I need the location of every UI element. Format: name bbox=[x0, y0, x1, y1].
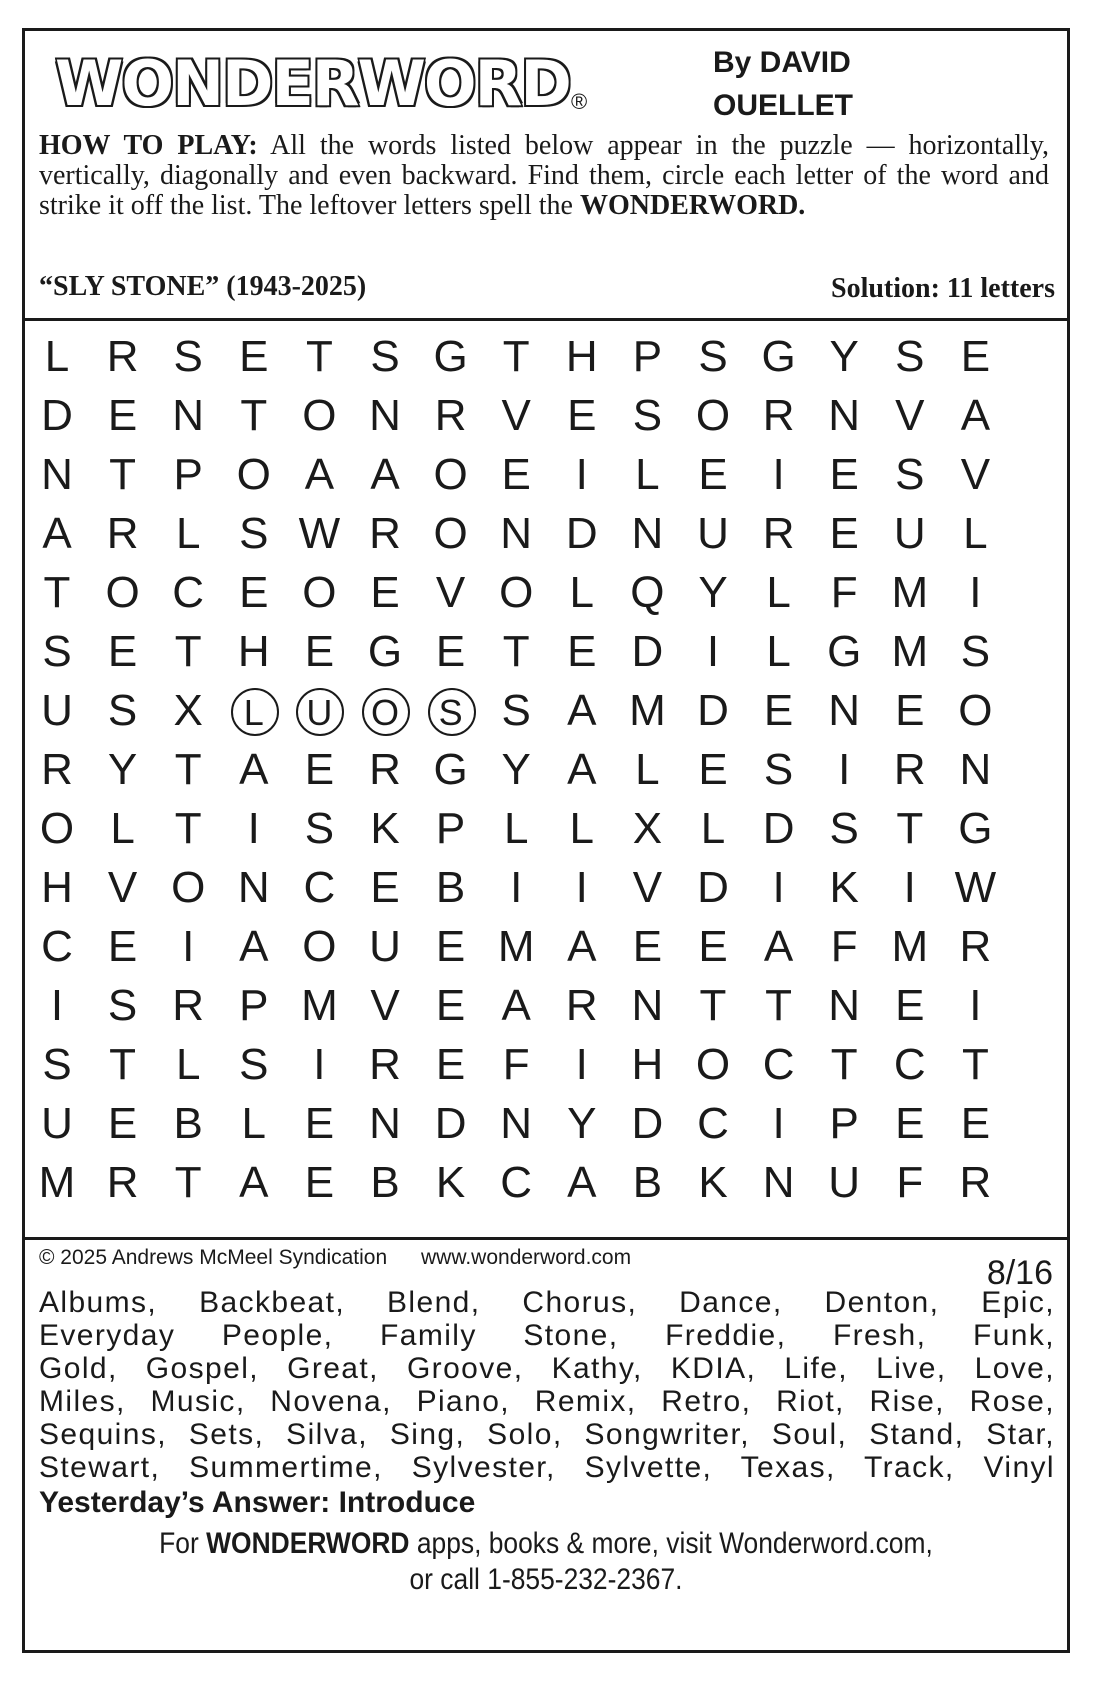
grid-letter: R bbox=[369, 745, 401, 794]
grid-letter: U bbox=[369, 922, 401, 971]
grid-letter: E bbox=[370, 568, 400, 617]
grid-letter: M bbox=[891, 568, 929, 617]
grid-letter: O bbox=[302, 391, 337, 440]
puzzle-frame bbox=[22, 28, 1070, 1653]
grid-letter: T bbox=[305, 332, 333, 381]
grid-letter: E bbox=[239, 332, 269, 381]
grid-letter: A bbox=[501, 981, 531, 1030]
grid-letter: D bbox=[631, 627, 664, 676]
grid-letter: L bbox=[700, 804, 726, 853]
grid-letter: P bbox=[173, 450, 203, 499]
grid-letter: E bbox=[763, 686, 794, 735]
grid-letter: E bbox=[829, 450, 859, 499]
grid-letter: A bbox=[960, 391, 991, 440]
grid-letter: M bbox=[38, 1158, 76, 1207]
grid-letter: B bbox=[632, 1158, 663, 1207]
grid-letter: E bbox=[960, 332, 991, 381]
grid-letter: I bbox=[247, 804, 260, 853]
grid-letter: G bbox=[827, 627, 862, 676]
grid-letter: T bbox=[502, 627, 530, 676]
grid-letter: S bbox=[173, 332, 203, 381]
grid-letter: L bbox=[175, 509, 201, 558]
grid-letter: I bbox=[575, 450, 588, 499]
grid-letter: O bbox=[39, 804, 75, 853]
grid-letter: I bbox=[706, 627, 720, 676]
grid-letter: D bbox=[762, 804, 795, 853]
grid-letter: N bbox=[369, 391, 401, 440]
grid-letter: O bbox=[302, 922, 337, 971]
puzzle-date: 8/16 bbox=[986, 1254, 1053, 1292]
grid-letter: N bbox=[762, 1158, 795, 1207]
grid-letter: A bbox=[304, 450, 335, 499]
grid-letter: E bbox=[304, 1158, 335, 1207]
grid-letter: M bbox=[301, 981, 338, 1030]
grid-letter: E bbox=[632, 922, 663, 971]
grid-letter: Q bbox=[630, 568, 665, 617]
grid-letter: E bbox=[895, 1099, 925, 1148]
grid-letter: S bbox=[895, 332, 925, 381]
grid-letter: N bbox=[828, 686, 861, 735]
grid-letter: O bbox=[236, 450, 271, 499]
promo-text bbox=[88, 1526, 1005, 1598]
grid-letter: T bbox=[174, 745, 202, 794]
grid-letter: E bbox=[567, 391, 597, 440]
grid-letter: F bbox=[830, 568, 858, 617]
grid-letter: T bbox=[502, 332, 530, 381]
grid-letter: S bbox=[763, 745, 794, 794]
grid-letter: S bbox=[501, 686, 531, 735]
promo-brand: WONDERWORD bbox=[206, 1527, 410, 1560]
grid-letter: S bbox=[107, 686, 138, 735]
grid-letter: E bbox=[435, 922, 466, 971]
grid-letter: Y bbox=[829, 332, 859, 381]
grid-letter-circled: S bbox=[421, 681, 481, 741]
grid-letter: E bbox=[107, 391, 138, 440]
grid-letter: S bbox=[42, 1040, 72, 1089]
word-list-line: Miles, Music, Novena, Piano, Remix, Retro, Riot, Rise, Rose, bbox=[39, 1385, 1055, 1418]
grid-letter: G bbox=[367, 627, 403, 676]
grid-letter: D bbox=[697, 686, 729, 735]
grid-letter: D bbox=[565, 509, 598, 558]
grid-letter: X bbox=[173, 686, 203, 735]
grid-letter: B bbox=[173, 1099, 203, 1148]
grid-letter: Y bbox=[501, 745, 531, 794]
grid-letter: P bbox=[239, 981, 269, 1030]
grid-letter: T bbox=[174, 804, 202, 853]
grid-letter: T bbox=[109, 450, 137, 499]
grid-letter: C bbox=[697, 1099, 729, 1148]
grid-letter: A bbox=[567, 686, 597, 735]
grid-letter: E bbox=[304, 627, 335, 676]
grid-letter: M bbox=[891, 627, 929, 676]
grid-letter: V bbox=[895, 391, 925, 440]
grid-letter: N bbox=[500, 1099, 533, 1148]
grid-letter: R bbox=[41, 745, 73, 794]
grid-letter: C bbox=[172, 568, 205, 617]
grid-letter: Y bbox=[567, 1099, 597, 1148]
grid-letter: T bbox=[174, 1158, 202, 1207]
word-list-line: Gold, Gospel, Great, Groove, Kathy, KDIA, Life, Live, Love, bbox=[39, 1352, 1055, 1385]
grid-letter: U bbox=[41, 686, 73, 735]
grid-letter: L bbox=[44, 332, 70, 381]
grid-letter: R bbox=[893, 745, 926, 794]
grid-letter: M bbox=[497, 922, 535, 971]
grid-letter-circled: L bbox=[224, 681, 284, 741]
grid-letter: D bbox=[434, 1099, 467, 1148]
grid-letter: N bbox=[959, 745, 992, 794]
grid-letter: K bbox=[698, 1158, 728, 1207]
grid-letter: R bbox=[565, 981, 598, 1030]
grid-letter: N bbox=[369, 1099, 401, 1148]
grid-letter: F bbox=[896, 1158, 924, 1207]
how-to-play-end: WONDERWORD. bbox=[579, 190, 806, 221]
grid-letter: G bbox=[761, 332, 796, 381]
grid-letter: S bbox=[698, 332, 728, 381]
grid-letter: U bbox=[697, 509, 729, 558]
grid-letter: I bbox=[772, 863, 785, 912]
grid-letter: A bbox=[239, 745, 269, 794]
grid-letter: H bbox=[237, 627, 270, 676]
word-list-line: Albums, Backbeat, Blend, Chorus, Dance, Denton, Epic, bbox=[39, 1286, 1055, 1319]
grid-letter: S bbox=[632, 391, 663, 440]
grid-letter: R bbox=[959, 1158, 992, 1207]
letter-grid bbox=[25, 321, 1067, 1240]
grid-letter: D bbox=[41, 391, 73, 440]
grid-letter: S bbox=[239, 509, 269, 558]
grid-letter: R bbox=[762, 509, 795, 558]
grid-letter: W bbox=[954, 863, 997, 912]
grid-letter: T bbox=[896, 804, 924, 853]
grid-letter: V bbox=[435, 568, 466, 617]
byline-line-1: By DAVID bbox=[713, 46, 851, 79]
grid-letter: K bbox=[829, 863, 859, 912]
grid-letter: I bbox=[313, 1040, 326, 1089]
grid-letter: E bbox=[304, 1099, 335, 1148]
grid-letter: E bbox=[960, 1099, 991, 1148]
grid-letter: L bbox=[110, 804, 135, 853]
grid-letter: S bbox=[239, 1040, 269, 1089]
grid-letter: E bbox=[304, 745, 335, 794]
grid-letter: S bbox=[370, 332, 400, 381]
grid-letter: H bbox=[565, 332, 598, 381]
wonderword-logo: WONDERWORD bbox=[55, 47, 570, 120]
grid-letter: R bbox=[106, 509, 139, 558]
grid-letter: E bbox=[435, 981, 466, 1030]
grid-letter: H bbox=[41, 863, 73, 912]
grid-letter: E bbox=[107, 1099, 138, 1148]
grid-letter: E bbox=[107, 627, 138, 676]
grid-letter: E bbox=[829, 509, 859, 558]
grid-letter: O bbox=[302, 568, 337, 617]
grid-letter: N bbox=[828, 391, 861, 440]
grid-letter: V bbox=[632, 863, 663, 912]
grid-letter: E bbox=[895, 686, 925, 735]
grid-letter: E bbox=[435, 1040, 466, 1089]
grid-letter: O bbox=[105, 568, 140, 617]
grid-letter: A bbox=[763, 922, 794, 971]
grid-letter: F bbox=[502, 1040, 530, 1089]
grid-letter: L bbox=[635, 745, 660, 794]
promo-rest: apps, books & more, visit Wonderword.com, bbox=[409, 1527, 933, 1560]
yesterdays-answer: Yesterday’s Answer: Introduce bbox=[39, 1486, 476, 1519]
grid-letter: P bbox=[632, 332, 663, 381]
registered-mark: ® bbox=[571, 89, 588, 114]
grid-letter: N bbox=[631, 981, 664, 1030]
grid-letter: R bbox=[172, 981, 205, 1030]
grid-letter: R bbox=[106, 1158, 139, 1207]
grid-letter: T bbox=[240, 391, 268, 440]
grid-letter: E bbox=[370, 863, 400, 912]
grid-letter: R bbox=[369, 1040, 401, 1089]
grid-letter: I bbox=[772, 450, 785, 499]
grid-letter: G bbox=[433, 745, 468, 794]
grid-letter: R bbox=[959, 922, 992, 971]
grid-letter: M bbox=[629, 686, 666, 735]
promo-line-2: or call 1-855-232-2367. bbox=[409, 1563, 683, 1596]
grid-letter-circled: O bbox=[355, 681, 415, 741]
grid-letter: A bbox=[42, 509, 72, 558]
grid-letter: T bbox=[961, 1040, 989, 1089]
grid-letter: E bbox=[501, 450, 531, 499]
grid-letter: U bbox=[893, 509, 926, 558]
grid-letter: Y bbox=[107, 745, 138, 794]
puzzle-theme: “SLY STONE” (1943-2025) bbox=[39, 271, 367, 302]
word-list-line: Sequins, Sets, Silva, Sing, Solo, Songwriter, Soul, Stand, Star, bbox=[39, 1418, 1055, 1451]
grid-letter: N bbox=[500, 509, 533, 558]
grid-letter: S bbox=[107, 981, 138, 1030]
grid-letter: G bbox=[433, 332, 468, 381]
grid-letter: B bbox=[370, 1158, 400, 1207]
grid-letter: L bbox=[766, 627, 791, 676]
grid-letter: L bbox=[241, 1099, 267, 1148]
grid-letter: T bbox=[43, 568, 71, 617]
grid-letter: N bbox=[828, 981, 861, 1030]
puzzle-header bbox=[25, 31, 1067, 321]
copyright: © 2025 Andrews McMeel Syndication bbox=[39, 1246, 388, 1269]
grid-letter: O bbox=[171, 863, 206, 912]
grid-letter: A bbox=[239, 1158, 269, 1207]
grid-letter: A bbox=[567, 1158, 597, 1207]
grid-letter: L bbox=[766, 568, 791, 617]
website: www.wonderword.com bbox=[421, 1246, 632, 1269]
promo-prefix: For bbox=[159, 1527, 207, 1560]
how-to-play-text: All the words listed below appear in the puzzle — horizontally, vertically, diagonally and even backward. Find them, circle each letter of the word and strike it off the list. The leftover letters spell the bbox=[39, 130, 1049, 221]
grid-letter: P bbox=[829, 1099, 859, 1148]
grid-letter: M bbox=[891, 922, 929, 971]
byline bbox=[713, 41, 853, 127]
grid-letter: C bbox=[41, 922, 73, 971]
grid-letter: R bbox=[369, 509, 401, 558]
grid-letter: O bbox=[695, 391, 731, 440]
word-list-line: Stewart, Summertime, Sylvester, Sylvette, Texas, Track, Vinyl bbox=[39, 1451, 1055, 1484]
grid-letter: I bbox=[50, 981, 64, 1030]
grid-letter-circled: U bbox=[289, 681, 349, 741]
grid-letter: S bbox=[304, 804, 335, 853]
byline-line-2: OUELLET bbox=[713, 89, 853, 122]
grid-letter: E bbox=[698, 745, 728, 794]
grid-letter: S bbox=[960, 627, 991, 676]
grid-letter: I bbox=[772, 1099, 785, 1148]
grid-letter: T bbox=[174, 627, 202, 676]
grid-letter: I bbox=[510, 863, 523, 912]
grid-letter: Y bbox=[698, 568, 728, 617]
grid-letter: S bbox=[42, 627, 72, 676]
grid-letter: T bbox=[699, 981, 727, 1030]
grid-letter: O bbox=[433, 450, 468, 499]
grid-letter: C bbox=[500, 1158, 533, 1207]
grid-letter: I bbox=[575, 863, 588, 912]
grid-letter: V bbox=[501, 391, 531, 440]
grid-letter: L bbox=[503, 804, 529, 853]
promo-line-1 bbox=[88, 1526, 1005, 1562]
grid-letter: K bbox=[370, 804, 400, 853]
grid-letter: T bbox=[765, 981, 793, 1030]
grid-letter: E bbox=[698, 450, 728, 499]
grid-letter: R bbox=[434, 391, 467, 440]
grid-letter: E bbox=[567, 627, 597, 676]
grid-letter: L bbox=[963, 509, 988, 558]
grid-letter: B bbox=[435, 863, 466, 912]
grid-letter: K bbox=[435, 1158, 466, 1207]
grid-letter: X bbox=[632, 804, 663, 853]
grid-letter: L bbox=[569, 804, 595, 853]
grid-letter: N bbox=[172, 391, 205, 440]
grid-letter: I bbox=[903, 863, 916, 912]
word-list bbox=[39, 1286, 1055, 1484]
grid-letter: E bbox=[698, 922, 728, 971]
grid-letter: R bbox=[106, 332, 139, 381]
grid-letter: C bbox=[893, 1040, 926, 1089]
solution-length: Solution: 11 letters bbox=[831, 273, 1055, 304]
grid-letter: O bbox=[695, 1040, 731, 1089]
grid-letter: C bbox=[303, 863, 336, 912]
grid-letter: O bbox=[433, 509, 468, 558]
grid-letter: T bbox=[109, 1040, 137, 1089]
grid-letter: R bbox=[762, 391, 795, 440]
grid-letter: N bbox=[237, 863, 270, 912]
grid-letter: L bbox=[569, 568, 595, 617]
grid-letter: L bbox=[175, 1040, 201, 1089]
grid-letter: V bbox=[960, 450, 991, 499]
grid-letter: E bbox=[895, 981, 925, 1030]
grid-letter: E bbox=[107, 922, 138, 971]
grid-letter: A bbox=[567, 922, 597, 971]
grid-letter: A bbox=[239, 922, 269, 971]
grid-letter: G bbox=[958, 804, 993, 853]
grid-letter: V bbox=[370, 981, 400, 1030]
grid-letter: N bbox=[41, 450, 73, 499]
grid-letter: T bbox=[830, 1040, 858, 1089]
grid-letter: A bbox=[567, 745, 597, 794]
grid-letter: I bbox=[969, 981, 982, 1030]
grid-letter: I bbox=[838, 745, 851, 794]
grid-letter: O bbox=[958, 686, 993, 735]
grid-letter: E bbox=[239, 568, 269, 617]
grid-letter: I bbox=[182, 922, 195, 971]
grid-letter: N bbox=[631, 509, 664, 558]
puzzle-footer bbox=[25, 1240, 1067, 1650]
word-list-line: Everyday People, Family Stone, Freddie, Fresh, Funk, bbox=[39, 1319, 1055, 1352]
grid-letter: C bbox=[762, 1040, 795, 1089]
grid-letter: F bbox=[830, 922, 858, 971]
grid-letter: I bbox=[575, 1040, 588, 1089]
grid-letter: H bbox=[631, 1040, 664, 1089]
grid-letter: D bbox=[631, 1099, 664, 1148]
grid-letter: U bbox=[828, 1158, 861, 1207]
grid-letter: V bbox=[107, 863, 138, 912]
how-to-play bbox=[39, 131, 1049, 221]
grid-letter: W bbox=[298, 509, 341, 558]
grid-letter: L bbox=[635, 450, 660, 499]
how-to-play-label: HOW TO PLAY: bbox=[39, 130, 258, 161]
grid-letter: A bbox=[370, 450, 400, 499]
grid-letter: O bbox=[499, 568, 534, 617]
grid-letter: S bbox=[895, 450, 925, 499]
grid-letter: I bbox=[969, 568, 982, 617]
grid-letter: U bbox=[41, 1099, 73, 1148]
grid-letter: P bbox=[435, 804, 466, 853]
grid-letter: S bbox=[829, 804, 859, 853]
grid-letter: E bbox=[435, 627, 466, 676]
grid-letter: D bbox=[697, 863, 729, 912]
